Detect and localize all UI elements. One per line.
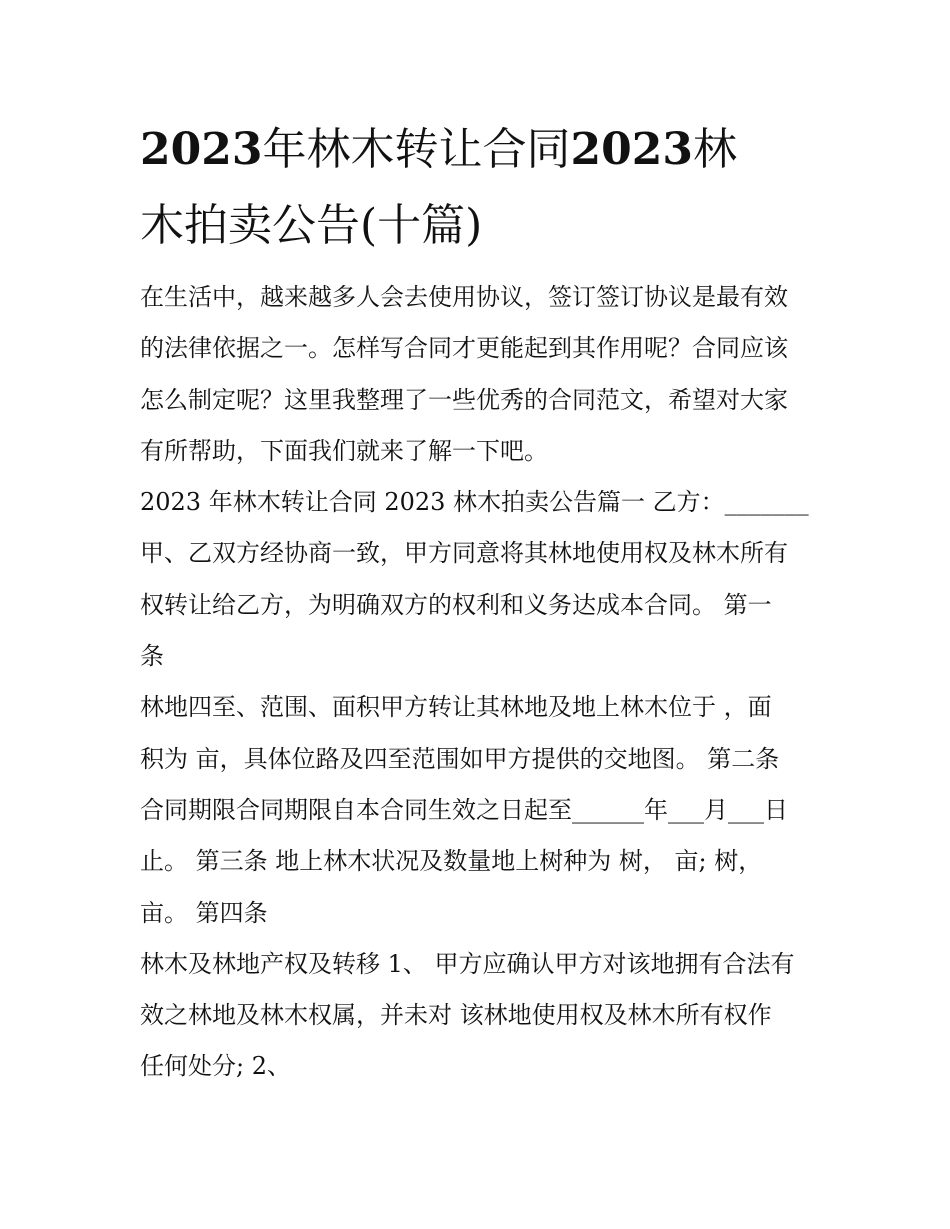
text-line: 任何处分; 2、 xyxy=(140,1052,291,1081)
text-line: 怎么制定呢？这里我整理了一些优秀的合同范文，希望对大家 xyxy=(140,385,788,414)
text-line: 2023 年林木转让合同 2023 林木拍卖公告篇一 乙方：_______ xyxy=(140,488,809,517)
title-line-2: 木拍卖公告(十篇) xyxy=(140,200,483,251)
title-text-1: 年林木转让合同 xyxy=(262,124,571,175)
document-title xyxy=(140,112,812,264)
text-line: 甲、乙双方经协商一致，甲方同意将其林地使用权及林木所有 xyxy=(140,539,788,568)
title-line-1 xyxy=(140,112,812,188)
text-line: 的法律依据之一。怎样写合同才更能起到其作用呢？合同应该 xyxy=(140,334,788,363)
text-line: 止。 第三条 地上林木状况及数量地上树种为 树， 亩; 树， xyxy=(140,847,763,876)
text-line: 积为 亩，具体位路及四至范围如甲方提供的交地图。 第二条 xyxy=(140,744,780,773)
text-line: 有所帮助，下面我们就来了解一下吧。 xyxy=(140,436,548,465)
text-line: 合同期限合同期限自本合同生效之日起至______年___月___日 xyxy=(140,795,788,824)
document-content xyxy=(140,112,812,1093)
text-line: 权转让给乙方，为明确双方的权利和义务达成本合同。 第一 xyxy=(140,590,772,619)
intro-paragraph xyxy=(140,272,812,477)
text-line: 条 xyxy=(140,642,164,671)
text-line: 在生活中，越来越多人会去使用协议，签订签订协议是最有效 xyxy=(140,283,788,311)
text-line: 林地四至、范围、面积甲方转让其林地及地上林木位于 ，面 xyxy=(140,693,772,722)
text-line: 亩。 第四条 xyxy=(140,898,268,927)
title-year-2: 2023 xyxy=(570,124,693,175)
text-line: 林木及林地产权及转移 1、 甲方应确认甲方对该地拥有合法有 xyxy=(140,949,795,978)
text-line: 效之林地及林木权属，并未对 该林地使用权及林木所有权作 xyxy=(140,1001,772,1030)
document-body xyxy=(140,272,812,1093)
land-scope-paragraph xyxy=(140,682,812,938)
title-text-2: 林 xyxy=(692,124,737,175)
property-rights-paragraph xyxy=(140,939,812,1093)
title-year-1: 2023 xyxy=(140,124,263,175)
section-one-paragraph xyxy=(140,477,812,682)
